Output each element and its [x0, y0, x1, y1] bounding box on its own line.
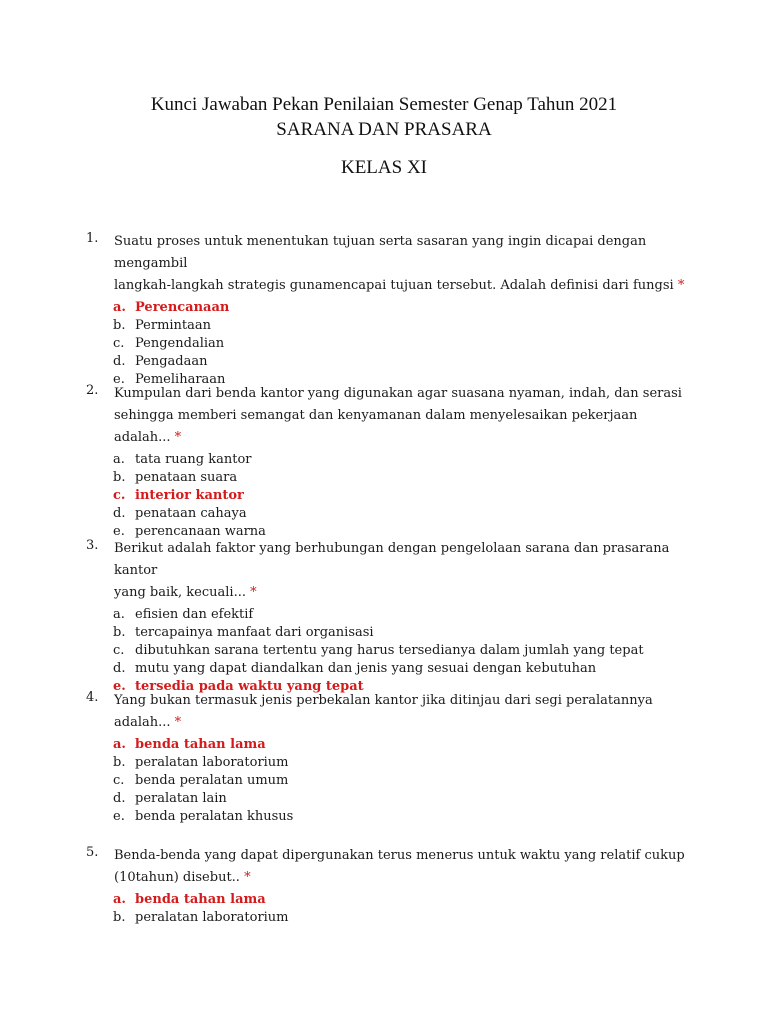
answer-option — [113, 606, 686, 624]
option-text: tata ruang kantor — [135, 452, 252, 467]
required-asterisk: * — [250, 585, 257, 600]
option-text: dibutuhkan sarana tertentu yang harus tersedianya dalam jumlah yang tepat — [135, 643, 644, 658]
correct-answer-option — [113, 891, 686, 909]
answer-option — [113, 642, 686, 660]
answer-option — [113, 353, 686, 371]
option-letter: d. — [113, 661, 126, 676]
option-letter: b. — [113, 625, 126, 640]
option-list — [113, 451, 686, 541]
option-letter: c. — [113, 773, 125, 788]
answer-option — [113, 790, 686, 808]
question-text — [114, 690, 686, 734]
correct-answer-option — [113, 299, 686, 317]
option-letter: a. — [113, 892, 126, 907]
answer-option — [113, 808, 686, 826]
option-text: Pemeliharaan — [135, 372, 226, 387]
question-text-segment: sehingga memberi semangat dan kenyamanan dalam menyelesaikan pekerjaan adalah... — [114, 408, 638, 445]
correct-answer-option — [113, 487, 686, 505]
option-text: efisien dan efektif — [135, 607, 254, 622]
option-text: perencanaan warna — [135, 524, 266, 539]
question-text-line — [114, 405, 686, 449]
question-text-segment: (10tahun) disebut.. — [114, 870, 240, 885]
option-letter: e. — [113, 372, 125, 387]
document-subject: SARANA DAN PRASARA — [276, 119, 492, 140]
answer-option — [113, 469, 686, 487]
option-letter: b. — [113, 910, 126, 925]
option-letter: e. — [113, 679, 126, 694]
option-list — [113, 891, 686, 927]
option-letter: e. — [113, 809, 125, 824]
question-text-line — [114, 712, 686, 734]
question-text-segment: langkah-langkah strategis gunamencapai tujuan tersebut. Adalah definisi dari fungsi — [114, 278, 674, 293]
document-title: Kunci Jawaban Pekan Penilaian Semester Genap Tahun 2021 — [150, 94, 618, 115]
question-item — [86, 383, 686, 541]
answer-option — [113, 660, 686, 678]
question-text-line — [114, 582, 686, 604]
answer-option — [113, 624, 686, 642]
question-item — [86, 538, 686, 696]
answer-option — [113, 317, 686, 335]
option-text: Pengadaan — [135, 354, 208, 369]
question-text-segment: yang baik, kecuali... — [114, 585, 246, 600]
question-text-segment: adalah... — [114, 715, 171, 730]
option-list — [113, 606, 686, 696]
option-text: tersedia pada waktu yang tepat — [135, 679, 364, 694]
option-letter: b. — [113, 755, 126, 770]
required-asterisk: * — [174, 430, 182, 445]
answer-option — [113, 505, 686, 523]
question-text — [114, 538, 686, 604]
option-text: peralatan lain — [135, 791, 227, 806]
option-letter: a. — [113, 737, 126, 752]
option-text: benda tahan lama — [135, 737, 266, 752]
answer-option — [113, 754, 686, 772]
question-number: 5. — [86, 845, 99, 860]
question-text-line: Berikut adalah faktor yang berhubungan dengan pengelolaan sarana dan prasarana kantor — [114, 541, 670, 578]
answer-option — [113, 451, 686, 469]
option-list — [113, 736, 686, 826]
question-text-line: Kumpulan dari benda kantor yang digunakan agar suasana nyaman, indah, dan serasi — [114, 386, 682, 401]
option-text: benda peralatan umum — [135, 773, 289, 788]
question-text-line — [114, 275, 686, 297]
option-letter: c. — [113, 336, 125, 351]
option-text: Permintaan — [135, 318, 212, 333]
option-letter: b. — [113, 318, 126, 333]
option-text: peralatan laboratorium — [135, 755, 289, 770]
question-number: 1. — [86, 231, 99, 246]
option-text: mutu yang dapat diandalkan dan jenis yang sesuai dengan kebutuhan — [135, 661, 597, 676]
question-text-line: Yang bukan termasuk jenis perbekalan kantor jika ditinjau dari segi peralatannya — [114, 693, 653, 708]
option-letter: a. — [113, 452, 125, 467]
option-text: Pengendalian — [135, 336, 225, 351]
required-asterisk: * — [677, 278, 685, 293]
question-number: 3. — [86, 538, 99, 553]
question-text — [114, 383, 686, 449]
option-letter: a. — [113, 607, 125, 622]
option-letter: d. — [113, 791, 126, 806]
question-text — [114, 845, 686, 889]
option-letter: b. — [113, 470, 126, 485]
required-asterisk: * — [244, 870, 251, 885]
question-text — [114, 231, 686, 297]
option-text: penataan cahaya — [135, 506, 247, 521]
option-text: interior kantor — [135, 488, 244, 503]
answer-option — [113, 335, 686, 353]
correct-answer-option — [113, 736, 686, 754]
required-asterisk: * — [174, 715, 182, 730]
question-number: 2. — [86, 383, 99, 398]
option-letter: d. — [113, 354, 126, 369]
question-item — [86, 690, 686, 826]
option-text: peralatan laboratorium — [135, 910, 289, 925]
question-text-line: Benda-benda yang dapat dipergunakan terus menerus untuk waktu yang relatif cukup — [114, 848, 685, 863]
option-letter: e. — [113, 524, 125, 539]
option-text: tercapainya manfaat dari organisasi — [135, 625, 374, 640]
question-text-line — [114, 867, 686, 889]
question-item — [86, 231, 686, 389]
answer-option — [113, 909, 686, 927]
option-text: penataan suara — [135, 470, 238, 485]
option-letter: a. — [113, 300, 126, 315]
document-class: KELAS XI — [340, 157, 428, 178]
answer-option — [113, 772, 686, 790]
option-letter: c. — [113, 643, 125, 658]
question-number: 4. — [86, 690, 99, 705]
option-text: Perencanaan — [135, 300, 230, 315]
option-text: benda tahan lama — [135, 892, 266, 907]
option-text: benda peralatan khusus — [135, 809, 294, 824]
option-list — [113, 299, 686, 389]
question-item — [86, 845, 686, 927]
option-letter: c. — [113, 488, 126, 503]
question-text-line: Suatu proses untuk menentukan tujuan serta sasaran yang ingin dicapai dengan mengambil — [114, 234, 647, 271]
option-letter: d. — [113, 506, 126, 521]
